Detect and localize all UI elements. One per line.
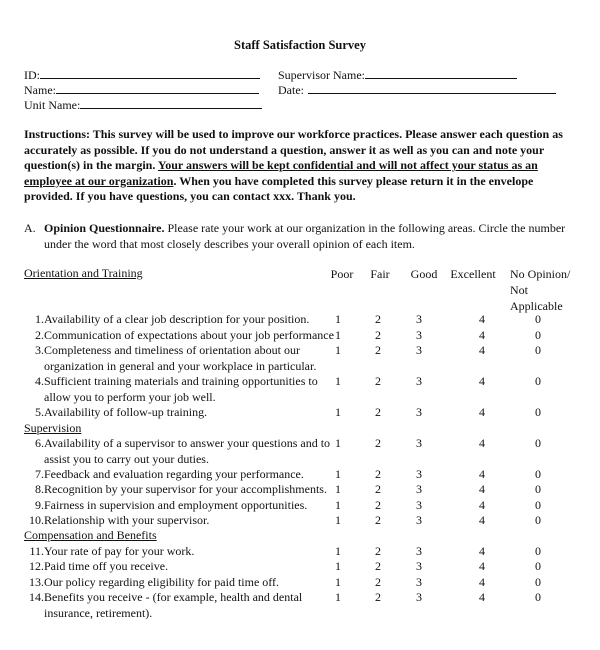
rating-option-fair[interactable]: 2 [375, 405, 381, 419]
column-no-opinion-line2: Not [510, 283, 528, 297]
item-text: Availability of follow-up training. [44, 405, 208, 419]
item-number: 14. [29, 590, 44, 604]
rating-option-fair[interactable]: 2 [375, 544, 381, 558]
rating-option-poor[interactable]: 1 [335, 590, 341, 604]
item-text: Availability of a supervisor to answer your questions and to assist you to carry out your duties. [44, 436, 331, 466]
rating-option-poor[interactable]: 1 [335, 312, 341, 326]
unit-name-line[interactable] [80, 97, 262, 109]
item-text: Relationship with your supervisor. [44, 513, 210, 527]
rating-option-na[interactable]: 0 [535, 575, 541, 589]
rating-option-good[interactable]: 3 [416, 374, 422, 388]
item-text: Feedback and evaluation regarding your performance. [44, 467, 304, 481]
rating-option-excellent[interactable]: 4 [479, 312, 485, 326]
instructions-text: Instructions: This survey will be used to improve our workforce practices. Please answer each question as accurately as possible. If you do not understand a question, answer it as well as you can and note your question(s) in the margin. [24, 127, 563, 172]
rating-option-good[interactable]: 3 [416, 312, 422, 326]
rating-option-na[interactable]: 0 [535, 343, 541, 357]
category-compensation: Compensation and Benefits [24, 528, 157, 542]
rating-option-na[interactable]: 0 [535, 559, 541, 573]
rating-option-good[interactable]: 3 [416, 544, 422, 558]
column-excellent: Excellent [450, 267, 496, 281]
rating-option-fair[interactable]: 2 [375, 590, 381, 604]
rating-option-poor[interactable]: 1 [335, 436, 341, 450]
page-title: Staff Satisfaction Survey [234, 38, 366, 52]
column-no-opinion [510, 266, 576, 314]
confidentiality-note: Your answers will be kept confidential and will not affect your status as an employee at our organization [24, 158, 538, 188]
item-number: 6. [35, 436, 44, 450]
item-number: 2. [35, 328, 44, 342]
rating-option-good[interactable]: 3 [416, 482, 422, 496]
rating-option-poor[interactable]: 1 [335, 513, 341, 527]
rating-option-excellent[interactable]: 4 [479, 498, 485, 512]
column-good: Good [410, 267, 438, 281]
rating-option-good[interactable]: 3 [416, 436, 422, 450]
rating-option-poor[interactable]: 1 [335, 405, 341, 419]
item-number: 3. [35, 343, 44, 357]
section-letter: A. [24, 221, 36, 235]
rating-option-good[interactable]: 3 [416, 575, 422, 589]
rating-option-na[interactable]: 0 [535, 374, 541, 388]
name-line[interactable] [56, 82, 259, 94]
instructions [24, 127, 564, 205]
section-description: Please rate your work at our organization in the following areas. Circle the number under the word that most closely describes your overall opinion of each item. [44, 221, 566, 251]
category-supervision: Supervision [24, 421, 82, 435]
item-number: 10. [29, 513, 44, 527]
rating-option-fair[interactable]: 2 [375, 482, 381, 496]
item-text: Availability of a clear job description for your position. [44, 312, 310, 326]
date-line[interactable] [308, 82, 556, 94]
rating-option-good[interactable]: 3 [416, 343, 422, 357]
item-number: 13. [29, 575, 44, 589]
rating-option-good[interactable]: 3 [416, 405, 422, 419]
rating-option-fair[interactable]: 2 [375, 343, 381, 357]
item-number: 8. [35, 482, 44, 496]
supervisor-name-label: Supervisor Name: [278, 68, 365, 82]
rating-option-poor[interactable]: 1 [335, 559, 341, 573]
rating-option-poor[interactable]: 1 [335, 374, 341, 388]
item-text: Recognition by your supervisor for your accomplishments. [44, 482, 327, 496]
column-no-opinion-line1: No Opinion/ [510, 267, 571, 281]
section-heading: Opinion Questionnaire. [44, 221, 165, 235]
item-number: 12. [29, 559, 44, 573]
item-text: Communication of expectations about your job performance [44, 328, 334, 342]
id-line[interactable] [40, 67, 260, 79]
rating-option-excellent[interactable]: 4 [479, 328, 485, 342]
item-text: Our policy regarding eligibility for paid time off. [44, 575, 280, 589]
item-text: Benefits you receive - (for example, health and dental insurance, retirement). [44, 590, 303, 620]
rating-option-na[interactable]: 0 [535, 590, 541, 604]
rating-option-na[interactable]: 0 [535, 498, 541, 512]
rating-option-good[interactable]: 3 [416, 559, 422, 573]
column-no-opinion-line3: Applicable [510, 299, 563, 313]
rating-option-na[interactable]: 0 [535, 482, 541, 496]
item-text: Completeness and timeliness of orientation about our organization in general and your workplace in particular. [44, 343, 317, 373]
item-number: 9. [35, 498, 44, 512]
id-label: ID: [24, 68, 40, 82]
rating-option-excellent[interactable]: 4 [479, 467, 485, 481]
supervisor-name-line[interactable] [365, 67, 517, 79]
rating-option-excellent[interactable]: 4 [479, 436, 485, 450]
item-text: Fairness in supervision and employment opportunities. [44, 498, 308, 512]
rating-option-poor[interactable]: 1 [335, 498, 341, 512]
unit-name-field[interactable] [24, 97, 262, 113]
rating-option-poor[interactable]: 1 [335, 575, 341, 589]
item-number: 7. [35, 467, 44, 481]
rating-option-poor[interactable]: 1 [335, 328, 341, 342]
rating-option-good[interactable]: 3 [416, 328, 422, 342]
rating-option-fair[interactable]: 2 [375, 467, 381, 481]
rating-option-excellent[interactable]: 4 [479, 513, 485, 527]
rating-option-fair[interactable]: 2 [375, 498, 381, 512]
rating-option-na[interactable]: 0 [535, 328, 541, 342]
supervisor-name-field[interactable] [278, 67, 517, 83]
rating-option-fair[interactable]: 2 [375, 559, 381, 573]
date-field[interactable] [278, 82, 556, 98]
rating-option-poor[interactable]: 1 [335, 544, 341, 558]
date-label: Date: [278, 83, 304, 97]
rating-option-fair[interactable]: 2 [375, 513, 381, 527]
rating-option-na[interactable]: 0 [535, 544, 541, 558]
item-text: Paid time off you receive. [44, 559, 169, 573]
item-text: Sufficient training materials and training opportunities to allow you to perform your job well. [44, 374, 318, 404]
rating-option-good[interactable]: 3 [416, 467, 422, 481]
rating-option-fair[interactable]: 2 [375, 328, 381, 342]
rating-option-poor[interactable]: 1 [335, 467, 341, 481]
rating-option-na[interactable]: 0 [535, 467, 541, 481]
column-fair: Fair [370, 267, 390, 281]
category-orientation: Orientation and Training [24, 266, 143, 280]
item-number: 1. [35, 312, 44, 326]
rating-option-excellent[interactable]: 4 [479, 544, 485, 558]
item-number: 4. [35, 374, 44, 388]
column-poor: Poor [330, 267, 354, 281]
rating-option-excellent[interactable]: 4 [479, 405, 485, 419]
rating-option-excellent[interactable]: 4 [479, 590, 485, 604]
rating-option-excellent[interactable]: 4 [479, 343, 485, 357]
unit-name-label: Unit Name: [24, 98, 81, 112]
rating-option-poor[interactable]: 1 [335, 482, 341, 496]
item-text: Your rate of pay for your work. [44, 544, 195, 558]
rating-option-excellent[interactable]: 4 [479, 374, 485, 388]
rating-option-fair[interactable]: 2 [375, 436, 381, 450]
rating-option-excellent[interactable]: 4 [479, 559, 485, 573]
rating-option-na[interactable]: 0 [535, 436, 541, 450]
rating-option-good[interactable]: 3 [416, 498, 422, 512]
item-number: 11. [29, 544, 44, 558]
rating-option-fair[interactable]: 2 [375, 312, 381, 326]
item-number: 5. [35, 405, 44, 419]
rating-option-fair[interactable]: 2 [375, 575, 381, 589]
name-label: Name: [24, 83, 56, 97]
rating-option-fair[interactable]: 2 [375, 374, 381, 388]
rating-option-excellent[interactable]: 4 [479, 575, 485, 589]
instructions-return-text: . When you have completed this survey please return it in the envelope provided. If you have questions, you can contact xxx. Thank you. [24, 173, 534, 203]
id-field[interactable] [24, 67, 260, 83]
rating-option-good[interactable]: 3 [416, 590, 422, 604]
name-field[interactable] [24, 82, 259, 98]
rating-option-good[interactable]: 3 [416, 513, 422, 527]
rating-option-na[interactable]: 0 [535, 513, 541, 527]
rating-option-poor[interactable]: 1 [335, 343, 341, 357]
rating-option-na[interactable]: 0 [535, 312, 541, 326]
rating-option-na[interactable]: 0 [535, 405, 541, 419]
rating-option-excellent[interactable]: 4 [479, 482, 485, 496]
